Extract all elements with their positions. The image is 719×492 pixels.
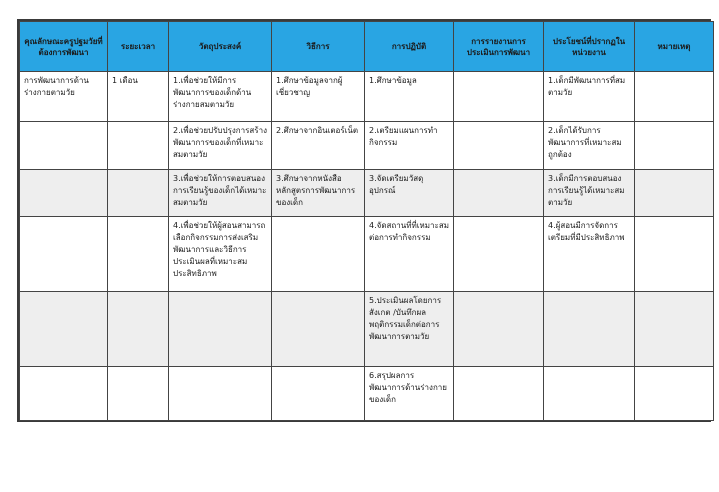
development-plan-table [19, 21, 714, 421]
cell-trait [20, 122, 108, 170]
cell-method: 3.ศึกษาจากหนังสือหลักสูตรการพัฒนาการของเด็ก [272, 170, 365, 217]
cell-report [454, 367, 544, 421]
development-plan-sheet [17, 19, 711, 422]
cell-benefit [544, 367, 635, 421]
cell-trait [20, 170, 108, 217]
cell-practice: 3.จัดเตรียมวัสดุอุปกรณ์ [365, 170, 454, 217]
cell-trait [20, 292, 108, 367]
cell-duration [108, 217, 169, 292]
cell-report [454, 217, 544, 292]
cell-note [635, 170, 714, 217]
table-row [20, 72, 714, 122]
header-duration: ระยะเวลา [108, 22, 169, 72]
cell-duration [108, 367, 169, 421]
cell-report [454, 292, 544, 367]
cell-benefit: 2.เด็กได้รับการพัฒนาการที่เหมาะสมถูกต้อง [544, 122, 635, 170]
header-trait: คุณลักษณะครูปฐมวัยที่ต้องการพัฒนา [20, 22, 108, 72]
cell-practice: 6.สรุปผลการพัฒนาการด้านร่างกายของเด็ก [365, 367, 454, 421]
cell-practice: 5.ประเมินผลโดยการสังเกต /บันทึกผล พฤติกรรมเด็กต่อการพัฒนาการตามวัย [365, 292, 454, 367]
header-practice: การปฏิบัติ [365, 22, 454, 72]
table-row [20, 170, 714, 217]
cell-method [272, 367, 365, 421]
cell-benefit [544, 292, 635, 367]
header-row [20, 22, 714, 72]
cell-objective [169, 367, 272, 421]
table-row [20, 122, 714, 170]
cell-report [454, 170, 544, 217]
cell-report [454, 72, 544, 122]
cell-trait [20, 217, 108, 292]
cell-note [635, 72, 714, 122]
cell-objective: 1.เพื่อช่วยให้มีการพัฒนาการของเด็กด้านร่างกายสมตามวัย [169, 72, 272, 122]
cell-note [635, 292, 714, 367]
cell-report [454, 122, 544, 170]
cell-duration: 1 เดือน [108, 72, 169, 122]
cell-duration [108, 170, 169, 217]
cell-practice: 2.เตรียมแผนการทำกิจกรรม [365, 122, 454, 170]
cell-objective [169, 292, 272, 367]
cell-method: 1.ศึกษาข้อมูลจากผู้เชี่ยวชาญ [272, 72, 365, 122]
table-row [20, 292, 714, 367]
table-row [20, 367, 714, 421]
cell-method: 2.ศึกษาจากอินเตอร์เน็ต [272, 122, 365, 170]
cell-practice: 1.ศึกษาข้อมูล [365, 72, 454, 122]
cell-duration [108, 122, 169, 170]
cell-objective: 4.เพื่อช่วยให้ผู้สอนสามารถเลือกกิจกรรมการส่งเสริมพัฒนาการและวิธีการประเมินผลที่เหมาะสมประสิทธิภาพ [169, 217, 272, 292]
cell-method [272, 292, 365, 367]
header-objective: วัตถุประสงค์ [169, 22, 272, 72]
cell-objective: 3.เพื่อช่วยให้การตอบสนองการเรียนรู้ของเด็กได้เหมาะสมตามวัย [169, 170, 272, 217]
header-method: วิธีการ [272, 22, 365, 72]
cell-duration [108, 292, 169, 367]
cell-note [635, 367, 714, 421]
cell-objective: 2.เพื่อช่วยปรับปรุงการสร้างพัฒนาการของเด็กที่เหมาะสมตามวัย [169, 122, 272, 170]
header-report: การรายงานการประเมินการพัฒนา [454, 22, 544, 72]
cell-benefit: 4.ผู้สอนมีการจัดการเตรียมที่มีประสิทธิภาพ [544, 217, 635, 292]
cell-trait [20, 367, 108, 421]
cell-benefit: 3.เด็กมีการตอบสนองการเรียนรู้ได้เหมาะสมตามวัย [544, 170, 635, 217]
cell-trait: การพัฒนาการด้านร่างกายตามวัย [20, 72, 108, 122]
cell-practice: 4.จัดสถานที่ที่เหมาะสมต่อการทำกิจกรรม [365, 217, 454, 292]
table-row [20, 217, 714, 292]
cell-benefit: 1.เด็กมีพัฒนาการที่สมตามวัย [544, 72, 635, 122]
cell-method [272, 217, 365, 292]
cell-note [635, 122, 714, 170]
cell-note [635, 217, 714, 292]
header-benefit: ประโยชน์ที่ปรากฏในหน่วยงาน [544, 22, 635, 72]
header-note: หมายเหตุ [635, 22, 714, 72]
